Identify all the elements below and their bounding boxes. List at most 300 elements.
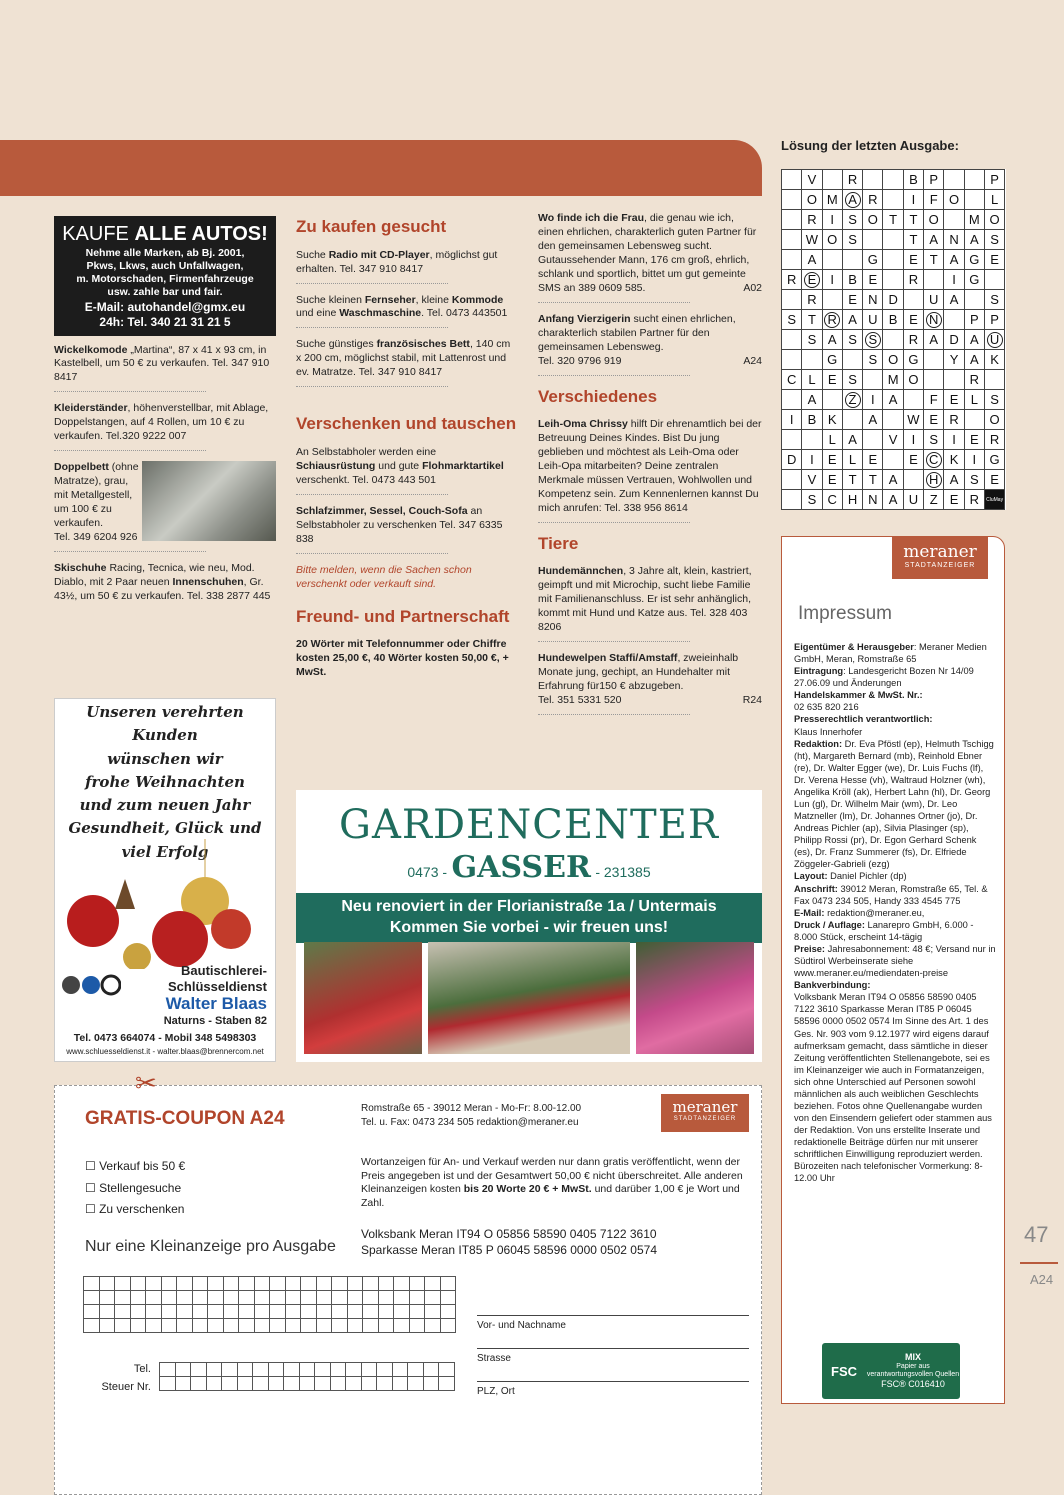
grid-cell[interactable]	[177, 1319, 193, 1333]
grid-cell[interactable]	[270, 1277, 286, 1291]
classified-wo-finde: Wo finde ich die Frau, die genau wie ich, einen ehrlichen, charakterlich guten Partner für den gemeinsamen Lebensweg sucht. Gutaussehender Mann, 176 cm groß, ehrlich, schlank und sportlich, bittet um gut gemeinte SMS an 389 0609 585. A02	[538, 212, 762, 294]
grid-cell[interactable]	[239, 1277, 255, 1291]
puzzle-solution	[781, 138, 1006, 510]
grid-cell[interactable]	[332, 1305, 348, 1319]
grid-cell[interactable]	[284, 1377, 300, 1391]
section-title-tiere: Tiere	[538, 533, 579, 553]
option-stellengesuche[interactable]: ☐ Stellengesuche	[85, 1180, 182, 1195]
grid-cell[interactable]	[316, 1291, 332, 1305]
grid-cell[interactable]	[223, 1291, 239, 1305]
puzzle-cell	[944, 370, 964, 390]
grid-cell[interactable]	[177, 1291, 193, 1305]
puzzle-cell: E	[822, 450, 842, 470]
grid-cell[interactable]	[222, 1363, 238, 1377]
grid-cell[interactable]	[394, 1277, 410, 1291]
puzzle-cell: D	[944, 330, 964, 350]
puzzle-cell: N	[863, 490, 883, 510]
grid-cell[interactable]	[394, 1291, 410, 1305]
classified-doppelbett: Doppelbett (ohne Matratze), grau, mit Metallgestell, um 100 € zu verkaufen. Tel. 349 6204 926	[54, 461, 276, 545]
grid-cell[interactable]	[285, 1277, 301, 1291]
grid-cell[interactable]	[347, 1277, 363, 1291]
grid-cell[interactable]	[440, 1291, 456, 1305]
puzzle-cell	[964, 190, 984, 210]
grid-cell[interactable]	[84, 1319, 100, 1333]
puzzle-cell	[802, 350, 822, 370]
puzzle-row	[782, 430, 1005, 450]
puzzle-cell	[782, 470, 802, 490]
grid-cell[interactable]	[161, 1319, 177, 1333]
meraner-logo: meraner STADTANZEIGER	[892, 537, 988, 579]
grid-cell[interactable]	[316, 1319, 332, 1333]
grid-cell[interactable]	[206, 1363, 222, 1377]
puzzle-cell	[903, 470, 923, 490]
puzzle-cell: C	[822, 490, 842, 510]
field-plz-ort[interactable]: PLZ, Ort	[477, 1386, 515, 1397]
grid-cell[interactable]	[285, 1305, 301, 1319]
puzzle-cell: C	[782, 370, 802, 390]
puzzle-grid	[781, 169, 1006, 510]
christmas-baubles-image	[55, 839, 276, 969]
grid-cell[interactable]	[99, 1305, 115, 1319]
grid-cell[interactable]	[161, 1291, 177, 1305]
field-strasse[interactable]: Strasse	[477, 1353, 511, 1364]
puzzle-cell: L	[822, 430, 842, 450]
coupon-logo: meraner STADTANZEIGER	[661, 1094, 749, 1132]
puzzle-cell: R	[842, 170, 862, 190]
puzzle-cell: A	[863, 410, 883, 430]
grid-cell[interactable]	[130, 1277, 146, 1291]
puzzle-cell: G	[964, 270, 984, 290]
grid-cell[interactable]	[175, 1377, 191, 1391]
puzzle-cell: K	[984, 350, 1004, 370]
grid-cell[interactable]	[440, 1305, 456, 1319]
grid-cell[interactable]	[285, 1319, 301, 1333]
tel-steuer-grid[interactable]	[159, 1362, 455, 1391]
flower-photo-1	[304, 942, 422, 1054]
puzzle-cell	[883, 170, 903, 190]
puzzle-cell: P	[924, 170, 944, 190]
grid-cell[interactable]	[192, 1319, 208, 1333]
christmas-ad: Unseren verehrten Kunden wünschen wir frohe Weihnachten und zum neuen Jahr Gesundheit, Glück und viel Erfolg Bautischlerei- Schlüsseldienst Walter Blaas Naturns - Staben 82 Tel. 0473 664074 - Mobil 348 5498303 www.schluesseldienst.it - walter.blaas@brennercom.net	[54, 698, 276, 1062]
puzzle-cell: E	[822, 470, 842, 490]
grid-cell[interactable]	[363, 1319, 379, 1333]
grid-cell[interactable]	[270, 1319, 286, 1333]
grid-cell[interactable]	[191, 1363, 207, 1377]
grid-cell[interactable]	[253, 1363, 269, 1377]
grid-cell[interactable]	[301, 1305, 317, 1319]
grid-cell[interactable]	[346, 1363, 362, 1377]
puzzle-cell: P	[984, 170, 1004, 190]
puzzle-cell	[842, 250, 862, 270]
grid-cell[interactable]	[377, 1363, 393, 1377]
classified-skischuhe: Skischuhe Racing, Tecnica, wie neu, Mod. Diablo, mit 2 Paar neuen Innenschuhen, Gr. 43½, um 50 € zu verkaufen. Tel. 338 2877 445	[54, 561, 271, 602]
grid-cell[interactable]	[115, 1291, 131, 1305]
autos-ad: KAUFE ALLE AUTOS! Nehme alle Marken, ab Bj. 2001, Pkws, Lkws, auch Unfallwagen, m. Motorschaden, Firmenfahrzeuge usw. zahle bar und fair. E-Mail: autohandel@gmx.eu 24h: Tel. 340 21 31 21 5	[54, 216, 276, 336]
grid-cell[interactable]	[254, 1277, 270, 1291]
grid-cell[interactable]	[254, 1291, 270, 1305]
puzzle-cell: E	[944, 390, 964, 410]
puzzle-cell: L	[984, 190, 1004, 210]
option-verkauf[interactable]: ☐ Verkauf bis 50 €	[85, 1159, 186, 1173]
puzzle-cell: O	[802, 190, 822, 210]
grid-cell[interactable]	[130, 1291, 146, 1305]
grid-cell[interactable]	[239, 1291, 255, 1305]
puzzle-row	[782, 390, 1005, 410]
puzzle-cell: E	[903, 450, 923, 470]
coupon: ✂ GRATIS-COUPON A24 Romstraße 65 - 39012 Meran - Mo-Fr: 8.00-12.00 Tel. u. Fax: 0473 234 505 redaktion@meraner.eu meraner STADTANZEIGER ☐ Verkauf bis 50 € ☐ Stellengesuche ☐ Zu verschenken Wortanzeigen für An- und Verkauf werden nur dann gratis veröffentlicht, wenn der Preis angegeben ist und der Gesamtwert 50,00 € nicht überschreitet. Alle anderen Kleinanzeigen kosten bis 20 Worte 20 € + MwSt. und darüber 1,00 € je Wort und Zahl. Volksbank Meran IT94 O 05856 58590 0405 7122 3610 Sparkasse Meran IT85 P 06045 58596 0000 0502 0574 Nur eine Kleinanzeige pro Ausgabe Tel. Steuer Nr. Vor- und Nachname Strasse PLZ, Ort	[54, 1085, 762, 1495]
puzzle-cell	[903, 390, 923, 410]
grid-cell[interactable]	[423, 1377, 439, 1391]
grid-cell[interactable]	[301, 1277, 317, 1291]
puzzle-cell	[924, 270, 944, 290]
grid-cell[interactable]	[315, 1363, 331, 1377]
puzzle-row	[782, 450, 1005, 470]
grid-cell[interactable]	[409, 1291, 425, 1305]
classified-schlafzimmer: Schlafzimmer, Sessel, Couch-Sofa an Selbstabholer zu verschenken Tel. 347 6335 838	[296, 504, 503, 545]
grid-cell[interactable]	[409, 1305, 425, 1319]
grid-cell[interactable]	[330, 1377, 346, 1391]
puzzle-cell: A	[842, 190, 862, 210]
puzzle-cell: I	[944, 270, 964, 290]
grid-cell[interactable]	[285, 1291, 301, 1305]
puzzle-cell: A	[944, 290, 964, 310]
grid-cell[interactable]	[130, 1319, 146, 1333]
grid-cell[interactable]	[161, 1277, 177, 1291]
grid-cell[interactable]	[408, 1377, 424, 1391]
classified-radio: Suche Radio mit CD-Player, möglichst gut erhalten. Tel. 347 910 8417	[296, 248, 498, 275]
grid-cell[interactable]	[192, 1277, 208, 1291]
puzzle-cell: I	[903, 190, 923, 210]
puzzle-cell: Z	[924, 490, 944, 510]
grid-cell[interactable]	[223, 1319, 239, 1333]
puzzle-cell: R	[964, 490, 984, 510]
grid-cell[interactable]	[332, 1319, 348, 1333]
grid-cell[interactable]	[347, 1305, 363, 1319]
impressum-box	[781, 536, 1005, 1404]
grid-cell[interactable]	[409, 1319, 425, 1333]
grid-cell[interactable]	[440, 1319, 456, 1333]
middle-column	[296, 212, 518, 680]
grid-cell[interactable]	[177, 1277, 193, 1291]
grid-cell[interactable]	[160, 1377, 176, 1391]
coupon-rule: Nur eine Kleinanzeige pro Ausgabe	[85, 1238, 336, 1255]
puzzle-cell: W	[903, 410, 923, 430]
grid-cell[interactable]	[301, 1291, 317, 1305]
field-name[interactable]: Vor- und Nachname	[477, 1320, 566, 1331]
grid-cell[interactable]	[284, 1363, 300, 1377]
puzzle-cell: B	[903, 170, 923, 190]
left-column	[54, 216, 276, 604]
puzzle-cell: R	[782, 270, 802, 290]
classified-bett: Suche günstiges französisches Bett, 140 cm x 200 cm, möglichst stabil, mit Lattenrost und ev. Matratze. Tel. 347 910 8417	[296, 338, 511, 379]
puzzle-cell: O	[984, 410, 1004, 430]
freund-info: 20 Wörter mit Telefonnummer oder Chiffre kosten 25,00 €, 40 Wörter kosten 50,00 €, + MwSt.	[296, 638, 509, 679]
puzzle-cell: U	[903, 490, 923, 510]
grid-cell[interactable]	[270, 1291, 286, 1305]
grid-cell[interactable]	[425, 1277, 441, 1291]
puzzle-cell	[822, 390, 842, 410]
puzzle-cell: A	[842, 310, 862, 330]
grid-cell[interactable]	[408, 1363, 424, 1377]
right-classifieds-column	[538, 212, 762, 725]
grid-cell[interactable]	[192, 1305, 208, 1319]
grid-cell[interactable]	[439, 1377, 455, 1391]
grid-cell[interactable]	[237, 1363, 253, 1377]
puzzle-cell: O	[883, 350, 903, 370]
grid-cell[interactable]	[316, 1277, 332, 1291]
puzzle-cell: E	[842, 290, 862, 310]
grid-cell[interactable]	[423, 1363, 439, 1377]
puzzle-cell: B	[842, 270, 862, 290]
puzzle-cell	[782, 330, 802, 350]
puzzle-cell: M	[964, 210, 984, 230]
puzzle-cell: A	[802, 250, 822, 270]
puzzle-cell	[903, 290, 923, 310]
grid-cell[interactable]	[299, 1377, 315, 1391]
grid-cell[interactable]	[425, 1319, 441, 1333]
flower-photo-3	[636, 942, 754, 1054]
puzzle-title: Lösung der letzten Ausgabe:	[781, 138, 959, 153]
grid-cell[interactable]	[99, 1277, 115, 1291]
puzzle-cell	[964, 290, 984, 310]
puzzle-cell: A	[883, 390, 903, 410]
grid-cell[interactable]	[115, 1319, 131, 1333]
puzzle-cell: E	[964, 430, 984, 450]
puzzle-row	[782, 490, 1005, 510]
grid-cell[interactable]	[206, 1377, 222, 1391]
grid-cell[interactable]	[332, 1291, 348, 1305]
puzzle-cell	[863, 370, 883, 390]
grid-cell[interactable]	[254, 1305, 270, 1319]
puzzle-cell	[822, 250, 842, 270]
puzzle-cell	[883, 450, 903, 470]
grid-cell[interactable]	[332, 1277, 348, 1291]
grid-cell[interactable]	[223, 1277, 239, 1291]
grid-cell[interactable]	[377, 1377, 393, 1391]
option-verschenken[interactable]: ☐ Zu verschenken	[85, 1202, 185, 1217]
grid-cell[interactable]	[330, 1363, 346, 1377]
puzzle-cell: Z	[842, 390, 862, 410]
grid-cell[interactable]	[115, 1305, 131, 1319]
puzzle-cell: I	[863, 390, 883, 410]
grid-cell[interactable]	[392, 1377, 408, 1391]
grid-cell[interactable]	[208, 1277, 224, 1291]
puzzle-cell: N	[944, 230, 964, 250]
coupon-info: Wortanzeigen für An- und Verkauf werden nur dann gratis veröffentlicht, wenn der Preis angegeben ist und der Gesamtwert 50,00 € nicht überschreitet. Alle anderen Kleinanzeigen kosten bis 20 Worte 20 € + MwSt. und darüber 1,00 € je Wort und Zahl.	[361, 1156, 743, 1209]
grid-cell[interactable]	[192, 1291, 208, 1305]
section-title-verschenken: Verschenken und tauschen	[296, 414, 517, 434]
grid-cell[interactable]	[268, 1363, 284, 1377]
grid-cell[interactable]	[84, 1277, 100, 1291]
grid-cell[interactable]	[347, 1291, 363, 1305]
classified-fernseher: Suche kleinen Fernseher, kleine Kommode und eine Waschmaschine. Tel. 0473 443501	[296, 293, 508, 320]
text-entry-grid[interactable]	[83, 1276, 456, 1333]
puzzle-cell	[842, 350, 862, 370]
puzzle-cell: G	[903, 350, 923, 370]
puzzle-cell: O	[984, 210, 1004, 230]
grid-cell[interactable]	[146, 1291, 162, 1305]
puzzle-cell: H	[842, 490, 862, 510]
grid-cell[interactable]	[346, 1377, 362, 1391]
puzzle-cell: G	[822, 350, 842, 370]
puzzle-cell: CluMay	[984, 490, 1004, 510]
puzzle-cell	[863, 230, 883, 250]
puzzle-cell: U	[984, 330, 1004, 350]
grid-cell[interactable]	[239, 1305, 255, 1319]
puzzle-cell	[782, 250, 802, 270]
puzzle-cell: E	[984, 250, 1004, 270]
grid-cell[interactable]	[299, 1363, 315, 1377]
puzzle-cell: I	[903, 430, 923, 450]
puzzle-cell	[883, 410, 903, 430]
classified-wickelkomode: Wickelkomode „Martina“, 87 x 41 x 93 cm, in Kastelbell, um 50 € zu verkaufen. Tel. 347 910 8417	[54, 343, 270, 384]
puzzle-row	[782, 330, 1005, 350]
grid-cell[interactable]	[84, 1291, 100, 1305]
puzzle-cell: I	[802, 450, 822, 470]
puzzle-cell: A	[883, 490, 903, 510]
puzzle-cell	[883, 330, 903, 350]
puzzle-cell: R	[984, 430, 1004, 450]
puzzle-cell	[782, 170, 802, 190]
puzzle-cell: A	[822, 330, 842, 350]
puzzle-cell: R	[863, 190, 883, 210]
puzzle-cell: A	[964, 230, 984, 250]
puzzle-cell: S	[863, 350, 883, 370]
grid-cell[interactable]	[392, 1363, 408, 1377]
grid-cell[interactable]	[222, 1377, 238, 1391]
puzzle-cell: H	[924, 470, 944, 490]
puzzle-cell	[802, 430, 822, 450]
puzzle-cell: A	[924, 230, 944, 250]
grid-cell[interactable]	[425, 1291, 441, 1305]
grid-cell[interactable]	[223, 1305, 239, 1319]
puzzle-cell: L	[964, 390, 984, 410]
grid-cell[interactable]	[115, 1277, 131, 1291]
puzzle-cell: A	[883, 470, 903, 490]
puzzle-cell: T	[842, 470, 862, 490]
puzzle-cell: V	[883, 430, 903, 450]
puzzle-cell: G	[964, 250, 984, 270]
grid-cell[interactable]	[363, 1291, 379, 1305]
puzzle-cell	[782, 490, 802, 510]
classified-hundewelpen: Hundewelpen Staffi/Amstaff, zweieinhalb Monate jung, gechipt, an Hundehalter mit Erfahrung für150 € abzugeben. Tel. 351 5331 520 R24	[538, 652, 762, 707]
grid-cell[interactable]	[301, 1319, 317, 1333]
grid-cell[interactable]	[394, 1319, 410, 1333]
grid-cell[interactable]	[378, 1291, 394, 1305]
classified-hundemaennchen: Hundemännchen, 3 Jahre alt, klein, kastriert, geimpft und mit Microchip, sucht liebe Familie mit Familienanschluss. Er ist sehr anhänglich, kommt mit Hund und Katze aus. Tel. 328 403 8206	[538, 565, 752, 634]
grid-cell[interactable]	[361, 1377, 377, 1391]
grid-cell[interactable]	[99, 1291, 115, 1305]
section-title-kaufen: Zu kaufen gesucht	[296, 217, 447, 236]
puzzle-cell	[944, 170, 964, 190]
puzzle-cell: A	[802, 390, 822, 410]
grid-cell[interactable]	[99, 1319, 115, 1333]
puzzle-cell: A	[944, 250, 964, 270]
grid-cell[interactable]	[253, 1377, 269, 1391]
puzzle-cell: L	[802, 370, 822, 390]
grid-cell[interactable]	[191, 1377, 207, 1391]
grid-cell[interactable]	[378, 1277, 394, 1291]
puzzle-cell: S	[924, 430, 944, 450]
grid-cell[interactable]	[237, 1377, 253, 1391]
puzzle-cell: C	[924, 450, 944, 470]
puzzle-cell: I	[944, 430, 964, 450]
puzzle-cell: E	[903, 250, 923, 270]
grid-cell[interactable]	[146, 1305, 162, 1319]
grid-cell[interactable]	[208, 1291, 224, 1305]
puzzle-cell	[944, 210, 964, 230]
puzzle-cell	[984, 270, 1004, 290]
puzzle-row	[782, 370, 1005, 390]
grid-cell[interactable]	[378, 1319, 394, 1333]
grid-cell[interactable]	[425, 1305, 441, 1319]
puzzle-cell: E	[984, 470, 1004, 490]
puzzle-cell: V	[802, 470, 822, 490]
grid-cell[interactable]	[363, 1277, 379, 1291]
grid-cell[interactable]	[130, 1305, 146, 1319]
page-number: 47	[1024, 1222, 1049, 1247]
grid-cell[interactable]	[239, 1319, 255, 1333]
grid-cell[interactable]	[347, 1319, 363, 1333]
grid-cell[interactable]	[146, 1319, 162, 1333]
puzzle-row	[782, 270, 1005, 290]
puzzle-cell: E	[944, 490, 964, 510]
puzzle-cell: T	[883, 210, 903, 230]
grid-cell[interactable]	[84, 1305, 100, 1319]
grid-cell[interactable]	[409, 1277, 425, 1291]
puzzle-cell: O	[944, 190, 964, 210]
grid-cell[interactable]	[440, 1277, 456, 1291]
puzzle-cell: P	[964, 310, 984, 330]
grid-cell[interactable]	[363, 1305, 379, 1319]
grid-cell[interactable]	[316, 1305, 332, 1319]
puzzle-cell: R	[903, 270, 923, 290]
grid-cell[interactable]	[268, 1377, 284, 1391]
puzzle-cell: R	[802, 210, 822, 230]
grid-cell[interactable]	[315, 1377, 331, 1391]
grid-cell[interactable]	[361, 1363, 377, 1377]
puzzle-cell: B	[802, 410, 822, 430]
puzzle-cell: G	[863, 250, 883, 270]
grid-cell[interactable]	[270, 1305, 286, 1319]
grid-cell[interactable]	[208, 1305, 224, 1319]
puzzle-cell: A	[964, 350, 984, 370]
puzzle-cell	[863, 430, 883, 450]
grid-cell[interactable]	[161, 1305, 177, 1319]
grid-cell[interactable]	[378, 1305, 394, 1319]
puzzle-cell: S	[863, 330, 883, 350]
puzzle-cell	[782, 230, 802, 250]
grid-cell[interactable]	[439, 1363, 455, 1377]
puzzle-cell: S	[842, 230, 862, 250]
puzzle-row	[782, 310, 1005, 330]
puzzle-row	[782, 350, 1005, 370]
puzzle-cell: T	[802, 310, 822, 330]
puzzle-cell: R	[944, 410, 964, 430]
grid-cell[interactable]	[394, 1305, 410, 1319]
puzzle-cell: S	[802, 490, 822, 510]
grid-cell[interactable]	[254, 1319, 270, 1333]
puzzle-cell: T	[863, 470, 883, 490]
grid-cell[interactable]	[208, 1319, 224, 1333]
puzzle-cell: F	[924, 190, 944, 210]
puzzle-cell: A	[964, 330, 984, 350]
puzzle-cell: T	[903, 230, 923, 250]
grid-cell[interactable]	[160, 1363, 176, 1377]
grid-cell[interactable]	[177, 1305, 193, 1319]
grid-cell[interactable]	[146, 1277, 162, 1291]
grid-cell[interactable]	[175, 1363, 191, 1377]
